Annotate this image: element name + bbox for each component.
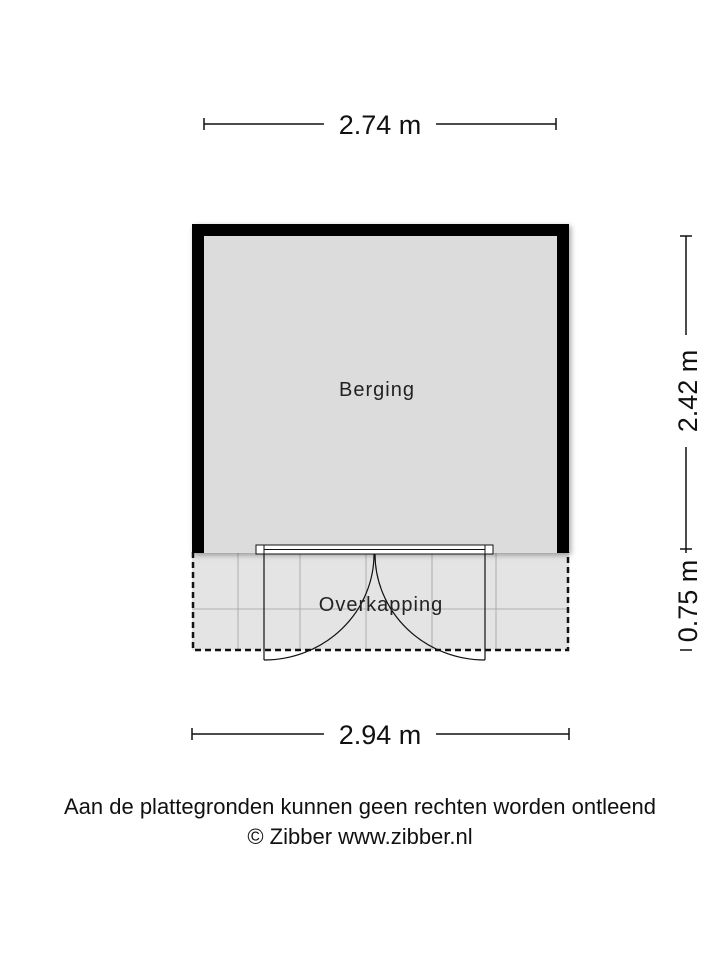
room-label-overkapping: Overkapping	[318, 594, 444, 616]
dimension-right-berging	[673, 236, 703, 549]
dimension-top-width	[204, 110, 556, 140]
copyright-text: © Zibber www.zibber.nl	[247, 824, 473, 849]
dimension-right-overkapping	[673, 549, 703, 650]
dimension-bottom-width-label: 2.94 m	[338, 720, 422, 750]
dimension-right-berging-label: 2.42 m	[673, 349, 703, 433]
dimension-bottom-width	[192, 720, 569, 750]
room-label-berging: Berging	[339, 379, 415, 401]
disclaimer-text: Aan de plattegronden kunnen geen rechten worden ontleend	[63, 794, 657, 819]
dimension-top-width-label: 2.74 m	[338, 110, 422, 140]
dimension-right-overkapping-label: 0.75 m	[673, 559, 703, 643]
